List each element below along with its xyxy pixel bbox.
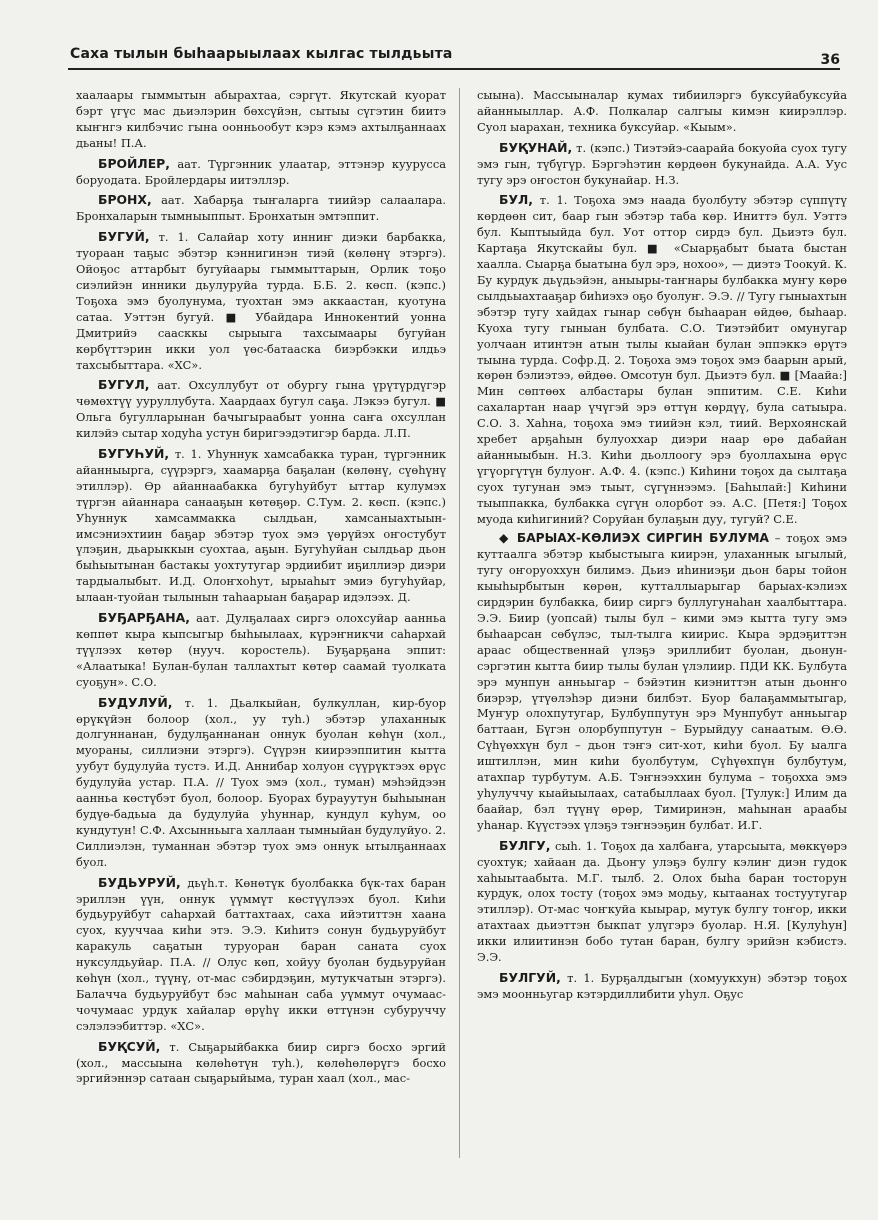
headword: БУДЬУРУЙ, — [98, 874, 181, 890]
entry-definition: т. (кэпс.) Тиэтэйэ-саарайа бокуойа суох тугу эмэ гын, түбүгүр. Бэргэһэтин көрдөөн букунайда. А.А. Уус тугу эрэ оҥостон букунайар. Н.З. — [477, 140, 847, 187]
headword: БУҚУНАЙ, — [499, 139, 573, 155]
entry-definition: аат. Дулҕалаах сиргэ олохсуйар аанньа көппөт кыра кыпсыгыр быһыылаах, күрэҥникчи саһархай түүлээх көтөр (нууч. коростель). Буҕарҕана эппит: «Алаатыка! Булан-булан таллахтыт көтөр саамай туолката суоҕун». С.О. — [76, 611, 446, 689]
headword: БУГУЛ, — [98, 377, 150, 393]
page-number: 36 — [820, 52, 840, 68]
entry-definition: аат. Түргэнник улаатар, эттэнэр куурусса боруодата. Бройлердары иитэллэр. — [76, 156, 446, 187]
page-header — [68, 38, 840, 70]
column-divider — [459, 88, 460, 1158]
idiom-section — [477, 531, 847, 833]
dictionary-entry — [477, 192, 847, 527]
entry-definition: т. 1. Тоҕоха эмэ наада буолбуту эбэтэр сүппүтү көрдөөн сит, баар гын эбэтэр таба көр. Иниттэ бул. Уэттэ бул. Кыптыыйда бул. Уот оттор сирдэ бул. Дьиэтэ бул. Картаҕа Якутскайы бул. ■ «Сыарҕабыт быата быстан хаалла. Сыарҕа быатына бул эрэ, нохоо», — диэтэ Тоокуй. К. Бу курдук дьүдьэйэн, аныыры-таҥнары булбакка муҥу көрө сылдьыахтааҕар биһиэхэ оҕо буолуҥ. Э.Э. // Тугу гыныахтын эбэтэр тугу хайдах гынар сөбүн быһааран өйдөө, быһаар. Куоха тугу гыныан булбата. С.О. Тиэтэйбит омунугар уолчаан итинтэн атын тылы кыайан булан эппэккэ өрүтэ тыына турда. Софр.Д. 2. Тоҕоха эмэ тоҕох эмэ баарын арый, көрөн бэлиэтээ, өйдөө. Омсотун бул. Дьиэтэ бул. ■ [Маайа:] Мин сөптөөх албастары булан эппитим. С.Е. Киһи сахалартан наар үчүгэй эрэ өттүн көрдүү, була сатыыра. С.О. 3. Хаһна, тоҕоха эмэ тиийэн кэл, тиий. Верхоянскай хребет арҕаһын булуохxар диэри наар өрө дабайан айанныыбын. Н.З. Киһи дьоллоогу эрэ буоллахына өрүс үгүоргүтүн булуоҥ. А.Ф. 4. (кэпс.) Киһини тоҕох да сылтаҕа суох тугунан эмэ тыыт, сүгүннээмэ. [Баһылай:] Киһини тыыппакка, булбакка сүгүн олорбот ээ. А.С. [Петя:] Тоҕох муода киһигиний? Соруйан булаҕын дуу, тугуй? С.Е. — [477, 193, 847, 526]
dictionary-entry — [477, 140, 847, 189]
entry-definition: сыына). Массыыналар кумах тибиилэргэ буксуйабуксуйа айанныыллар. А.Ф. Полкалар салгыы кимэн киирэллэр. Суол ыарахан, техника буксуйар. «Кыым». — [477, 88, 847, 134]
running-title: Саха тылын быһаарыылаах кылгас тылдьыта — [70, 46, 453, 62]
headword: БУҚСУЙ, — [98, 1038, 161, 1054]
headword: БУДУЛУЙ, — [98, 694, 173, 710]
entry-definition: т. 1. Салайар хоту инниҥ диэки барбакка, туораан таҕыс эбэтэр кэннигинэн тиэй (көлөнү этэргэ). Ойоҕос аттарбыт бугуйаары гыммыттарын, Орлик тоҕо сиэлийэн инники дьулуруйа турда. Б.Б. 2. көсп. (кэпс.) Тоҕоха эмэ буолунума, туохтан эмэ аккаастан, куотуна сатаа. Уэттэн бугуй. ■ Убайдара Иннокентий уонна Дмитрийэ саасккы сырыыга тахсымаары бугуйан көрбүттэрин икки уол үөс-батааска биэрбэкки илдьэ тахсыбыттара. «ХС». — [76, 230, 446, 372]
dictionary-entry — [76, 229, 446, 373]
headword: БУЛ, — [499, 192, 533, 208]
entry-definition: аат. Охсуллубут от обургу гына үрүтүрдүгэр чөмөхтүү ууруллубута. Хаардаах бугул саҕа. Лэкээ бугул. ■ Ольга бугулларынан бачыгыраабыт уонна саҥа охсуллан килэйэ сытар ходуһа устун биригээдэтигэр барда. Л.П. — [76, 378, 446, 441]
dictionary-entry — [76, 156, 446, 189]
dictionary-entry — [76, 1039, 446, 1088]
headword: БРОНХ, — [98, 192, 152, 208]
entry-definition: т. Сыҕарыйбакка биир сиргэ босхо эргий (хол., массыына көлөһөтүн туһ.), көлөһөлөрүгэ босхо эргийэннэр сатаан сыҕарыйыма, туран хаал (хол., мас- — [76, 1039, 447, 1086]
headword: БУГУЙ, — [98, 229, 150, 245]
entry-continuation — [477, 88, 847, 136]
dictionary-entry — [76, 695, 446, 871]
entry-definition: хаалаары гыммытын абырахтаа, сэргүт. Якутскай куорат бэрт үгүс мас дьиэлэрин бөхсүйэн, сытыы сүгэтин биитэ кыҥнгэ килбэчис гына оонньообут кэрэ кэмэ ахтылҕаннаах дьаны! П.А. — [76, 88, 446, 150]
entry-definition: т. 1. Дьалкыйан, булкуллан, кир-буор өрүкүйэн болоор (хол., уу туһ.) эбэтэр улаханнык долгуннанан, будулҕаннанан оннук буолан көһүн (хол., муораны, силлиэни этэргэ). Сүүрэн киирээппитин кытта уубут будулуйа тустэ. И.Д. Аннибар холуон сүүрүктээх өрүс будулуйа устар. П.А. // Туох эмэ (хол., туман) мэһэйдээн аанньа көстүбэт буол, болоор. Буорах бурауутун быһыынан будүө-бадьыа да будулуйа уһуннар, кундул куһум, оо кундутун! С.Ф. Ахсынньыга халлаан тымныйан будулуйуо. 2. Силлиэлэн, туманнан эбэтэр туох эмэ оннук ытылҕаннаах буол. — [76, 695, 446, 869]
idiom-heading: ◆ БАРЫАХ-КӨЛИЭХ СИРГИН БУЛУМА — [499, 531, 769, 546]
dictionary-entry — [76, 446, 446, 606]
entry-definition: – тоҕох эмэ куттаалга эбэтэр кыбыстыыга киирэн, улаханнык ыгылый, тугу оҥоруохxун билимэ. Дьиэ иһиниэҕи дьон бары тойон кыыһырбытын көрөн, кутталлыарыгар барыах-кэлиэх сирдэрин булбакка, биир сиргэ буллугунаһан хаалбыттара. Э.Э. Биир (уопсай) тылы бул – кими эмэ кытта тугу эмэ быһаарсан сөбүлэс, тыл-тылга киирис. Кыра эрдэҕиттэн араас общественнай үлэҕэ эриллибит буолан, дьонун-сэргэтин кытта биир тылы булан үлэлиир. ПДИ КК. Булбута эрэ мунпун анньыгар – бэйэтин киэниттэн атын дьонҥо биэрэр, үтүөлэһэр диэни билбэт. Буор балаҕаммытыгар, Муҥур олохпутугар, Булбуппутун эрэ Мунпубут анньыгар баттаан, Бүгэн олорбуппутун – Бурыйдуу санаатым. Ө.Ө. Сүһүөххүн бул – дьон тэҥэ сит-хот, киһи буол. Бу ыалга иштиллэн, мин киһи буолбутум, Сүһүөхпүн булбутум, атахпар турбутум. А.Б. Тэҥнээххин булума – тоҕохха эмэ уһулуччу кыайыылаах, сатабыллаах буол. [Тулук:] Илим да баайар, бэл түүнү өрөр, Тимиринэн, маһынан араабы уһанар. Күүстээх үлэҕэ тэҥнээҕин булбат. И.Г. — [477, 531, 847, 832]
headword: БРОЙЛЕР, — [98, 155, 170, 171]
right-column — [477, 88, 847, 1007]
dictionary-entry — [76, 875, 446, 1035]
dictionary-entry — [76, 610, 446, 691]
entry-definition: аат. Хабарҕа тыҥаларга тиийэр салаалара. Бронхаларын тымныыппыт. Бронхатын эмтэппит. — [76, 193, 446, 224]
entry-definition: т. 1. Уһуннук хамсабакка туран, түргэнник айанныырга, сүүрэргэ, хаамарҕа баҕалан (көлөнү, сүөһүнү этиллэр). Өр айаннаабакка бугуһуйбут ыттар кулумэх түргэн айаннара санааҕын көтөҕөр. С.Тум. 2. көсп. (кэпс.) Уһуннук хамсаммакка сылдьан, хамсаныахтыын-имсэниэхтиин баҕар эбэтэр туох эмэ үөрүйэх оҥостубут үлэҕин, дьарыккын суохтаа, аҕын. Бугуһуйан сылдьар дьон быһыытынан бастакы уохтутугар эрдиибит иҕиллиэр диэри тардыалыбыт. И.Д. Олоҥхоһут, ырыаһыт эмиэ бугуһуйар, ылаан-туойан тылынын таһаарыан баҕарар идэлээх. Д. — [76, 447, 446, 605]
dictionary-entry — [76, 377, 446, 442]
entry-continuation — [76, 88, 446, 152]
headword: БУЛГУ, — [499, 837, 551, 853]
left-column — [76, 88, 446, 1091]
dictionary-entry — [477, 838, 847, 966]
entry-definition: т. 1. Бурҕалдыгын (хомуукхун) эбэтэр тоҕох эмэ моонньугар кэтэрдиллибити уһул. Оҕус — [477, 970, 847, 1001]
dictionary-entry — [477, 970, 847, 1003]
entry-definition: дьүһ.т. Көнөтүк буолбакка бүк-тах баран эриллэн үүн, оннук үүммүт көстүүлээх буол. Киһи будьуруйбут саһархай баттахтаах, саха ийэтиттэн хаана суох, кууччaa киһи этэ. Э.Э. Киһитэ сонун будьуруйбут каракуль саҕатын туруоран баран саната суох нуксулдьуйар. П.А. // Олус көп, хойуу буолан будьуруйан көһүн (хол., түүнү, от-мас сэбирдэҕин, мутукчатын этэргэ). Балачча будьуруйбут бэс маһынан саба уүммут очумаас-чочумаас урдук хайалар өрүһү икки өттүнэн субуруччу сэлэлээбиттэр. «ХС». — [76, 875, 446, 1033]
entry-definition: сыһ. 1. Тоҕох да халбаҥа, утарсыыта, мөккүөрэ суохтук; хайаан да. Дьоҥу улэҕэ булгу кэлиҥ диэн гудок хаһыытаабыта. М.Г. тылб. 2. Олох быһа баран тосторун курдук, олох тосту (тоҕох эмэ модьу, кытаанах тостуутугар этиллэр). От-мас чоҥкуйа кыырар, мутук булгу тоҥор, икки атахтаах дьиэттэн быкпат улүгэрэ буолар. Н.Я. [Кулуһун] икки илиитинэн бобо тутан баран, булгу эрийэн кэбистэ. Э.Э. — [477, 838, 848, 965]
headword: БУГУҺУЙ, — [98, 446, 170, 462]
dictionary-entry — [76, 192, 446, 225]
headword: БУЛГУЙ, — [499, 969, 561, 985]
headword: БУҔАРҔАНА, — [98, 610, 190, 626]
